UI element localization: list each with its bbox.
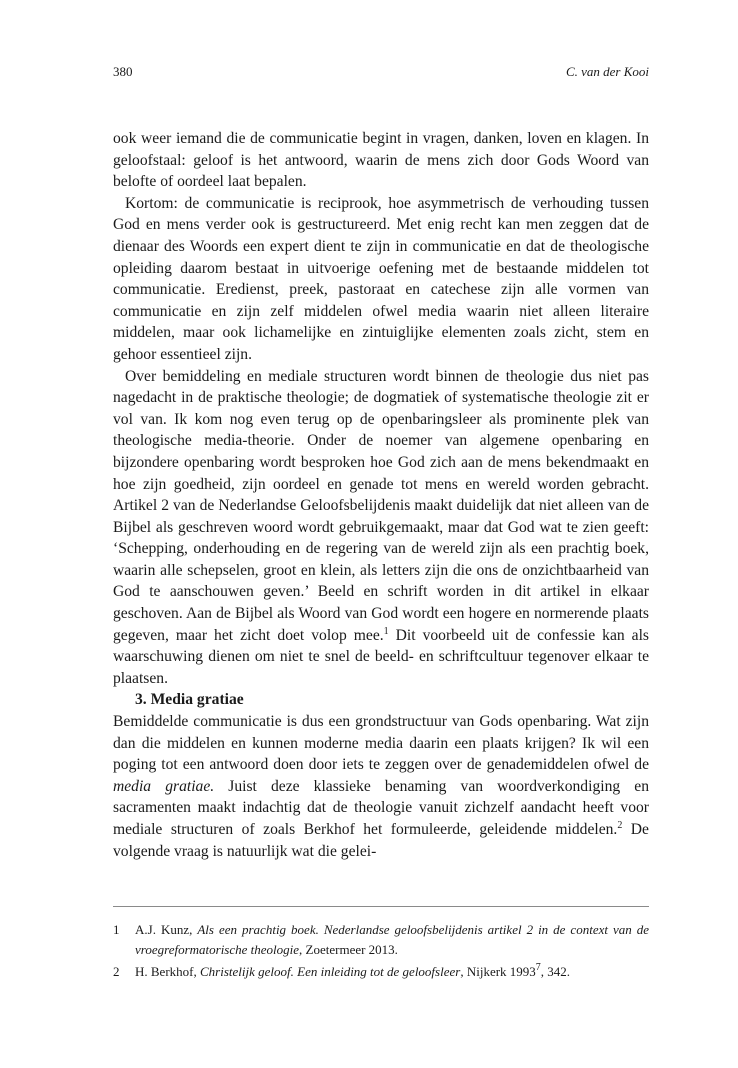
paragraph-4-mid: Juist deze klassieke benaming van woordverkondiging en sacramenten maakt indachtig dat de theologie vanuit zichzelf aandacht heeft voor mediale structuren of zoals Berkhof het formuleerde, geleidende middelen.: [113, 777, 649, 838]
footnote-ref-1[interactable]: 1: [383, 625, 389, 637]
paragraph-3-tail: Dit voorbeeld uit de confessie kan als waarschuwing dienen om niet te snel de beeld- en schriftcultuur tegenover elkaar te plaatsen.: [113, 626, 649, 687]
main-text: [113, 128, 649, 862]
paragraph-3: [113, 366, 649, 690]
page-number: 380: [113, 64, 133, 79]
footnote-title: Christelijk geloof. Een inleiding tot de geloofsleer: [200, 964, 461, 979]
paragraph-4: [113, 711, 649, 862]
footnote-number: 2: [113, 964, 120, 979]
paragraph-1: ook weer iemand die de communicatie begint in vragen, danken, loven en klagen. In geloofstaal: geloof is het antwoord, waarin de mens zich door Gods Woord van belofte of oordeel laat bepalen.: [113, 130, 649, 191]
footnote-2: [113, 962, 649, 982]
paragraph-3-text: Over bemiddeling en mediale structuren wordt binnen de theologie dus niet pas nagedacht in de praktische theologie; de dogmatiek of systematische theologie zit er vol van. Ik kom nog even terug op de openbaringsleer als prominente plek van theologische media-theorie. Onder de noemer van algemene openbaring en bijzondere openbaring wordt besproken hoe God zich aan de mens bekendmaakt en hoe zijn goedheid, zijn oordeel en genade tot mens en wereld worden gebracht. Artikel 2 van de Nederlandse Geloofsbelijdenis maakt duidelijk dat niet alleen van de Bijbel als geschreven woord wordt gebruikgemaakt, maar dat God wat te zien geeft: ‘Schepping, onderhouding en de regering van de wereld zijn als een prachtig boek, waarin alle schepselen, groot en klein, als letters zijn die ons de onzichtbaarheid van God te aanschouwen geven.’ Beeld en schrift worden in dit artikel in elkaar geschoven. Aan de Bijbel als Woord van God wordt een hogere en normerende plaats gegeven, maar het zicht doet volop mee.: [113, 367, 649, 644]
footnote-tail: , 342.: [540, 964, 571, 979]
footnote-edition: 7: [535, 962, 541, 973]
footnote-1: [113, 920, 649, 960]
footnote-rest: , Zoetermeer 2013.: [299, 942, 398, 957]
paragraph-4-italic: media gratiae.: [113, 777, 215, 795]
paragraph-4-tail: De volgende vraag is natuurlijk wat die gelei-: [113, 821, 649, 860]
footnote-number: 1: [113, 922, 120, 937]
running-head: C. van der Kooi: [565, 64, 649, 79]
footnote-ref-2[interactable]: 2: [617, 820, 623, 831]
footnote-divider: [113, 906, 649, 907]
footnote-author: A.J. Kunz,: [135, 922, 198, 937]
footnote-title: Als een prachtig boek. Nederlandse geloofsbelijdenis artikel 2 in de context van de vroegreformatorische theologie: [135, 922, 650, 957]
footnote-author: H. Berkhof,: [135, 964, 200, 979]
paragraph-4-text: Bemiddelde communicatie is dus een grondstructuur van Gods openbaring. Wat zijn dan die middelen en kunnen moderne media daarin een plaats krijgen? Ik wil een poging tot een antwoord doen door iets te zeggen over de genademiddelen ofwel de: [113, 713, 649, 774]
footnotes: [113, 920, 649, 984]
footnote-rest: , Nijkerk 1993: [460, 964, 536, 979]
paragraph-2: Kortom: de communicatie is reciprook, hoe asymmetrisch de verhouding tussen God en mens verder ook is gestructureerd. Met enig recht kan men zeggen dat de dienaar des Woords een expert dient te zijn in communicatie en dat de theologische opleiding daarom bestaat in uitvoerige oefening met de bestaande middelen tot communicatie. Eredienst, preek, pastoraat en catechese zijn alle vormen van communicatie en zijn zelf middelen ofwel media waarin niet alleen literaire middelen, maar ook lichamelijke en zintuiglijke elementen zoals zicht, stem en gehoor essentieel zijn.: [113, 194, 649, 363]
section-heading: 3. Media gratiae: [135, 691, 244, 709]
